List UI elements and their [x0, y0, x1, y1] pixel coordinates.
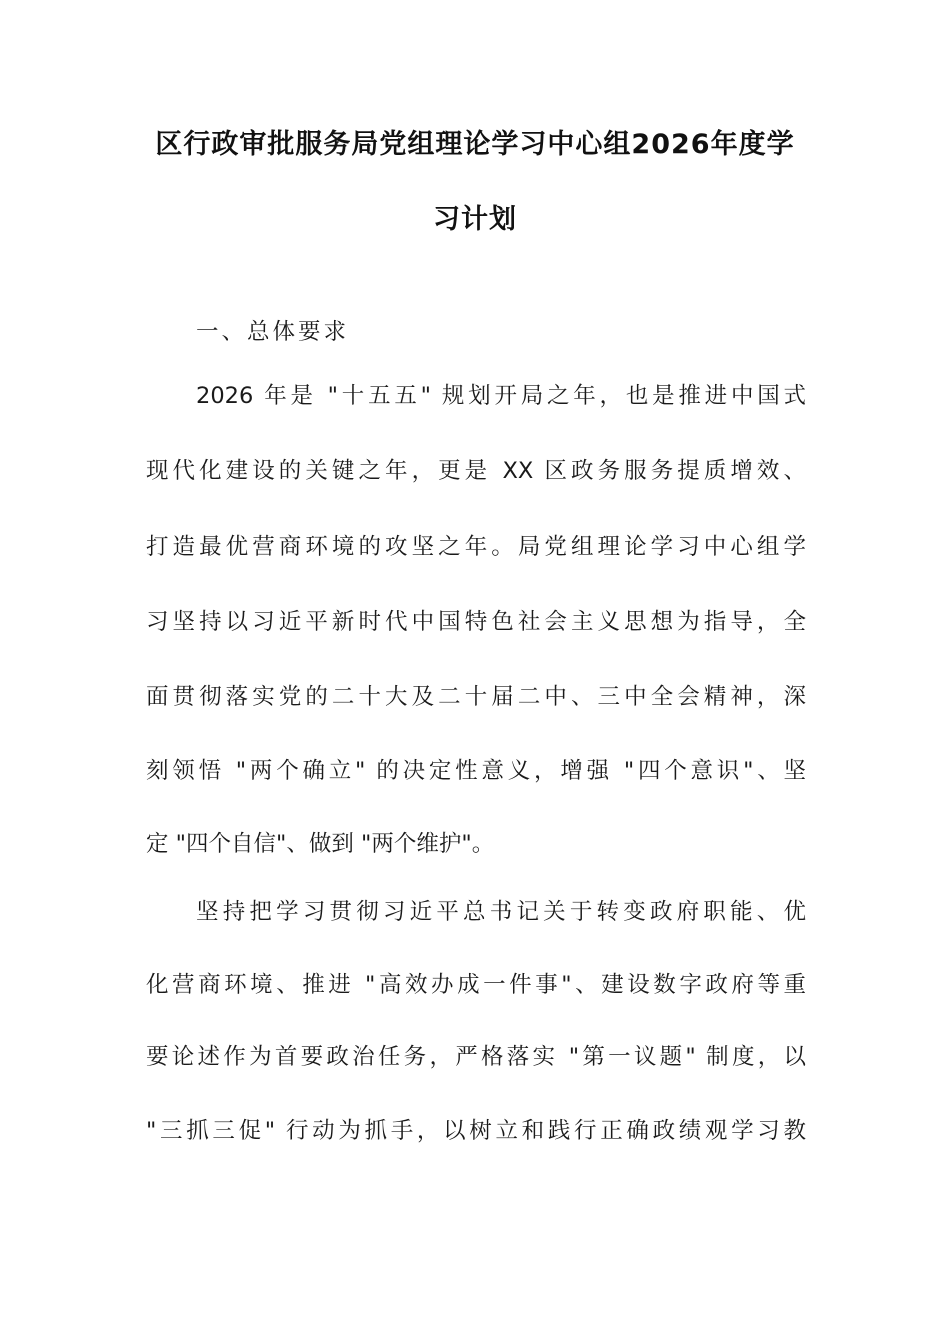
paragraph-line: 化营商环境、推进 "高效办成一件事"、建设数字政府等重: [146, 972, 806, 998]
paragraph-line: 习坚持以习近平新时代中国特色社会主义思想为指导，全: [146, 609, 806, 635]
paragraph-line: 面贯彻落实党的二十大及二十届二中、三中全会精神，深: [146, 684, 806, 710]
paragraph-line: 刻领悟 "两个确立" 的决定性意义，增强 "四个意识"、坚: [146, 758, 806, 784]
section-heading-general-requirements: 一、总体要求: [196, 319, 350, 345]
document-title-line-2: 习计划: [433, 204, 517, 235]
paragraph-line: 定 "四个自信"、做到 "两个维护"。: [146, 831, 495, 857]
paragraph-line: 打造最优营商环境的攻坚之年。局党组理论学习中心组学: [146, 534, 806, 560]
paragraph-line: 要论述作为首要政治任务，严格落实 "第一议题" 制度，以: [146, 1044, 806, 1070]
paragraph-line: 现代化建设的关键之年，更是 XX 区政务服务提质增效、: [146, 458, 806, 484]
paragraph-line: "三抓三促" 行动为抓手，以树立和践行正确政绩观学习教: [146, 1118, 806, 1144]
paragraph-line: 坚持把学习贯彻习近平总书记关于转变政府职能、优: [196, 899, 806, 925]
document-title-line-1: 区行政审批服务局党组理论学习中心组2026年度学: [155, 129, 795, 160]
paragraph-line: 2026 年是 "十五五" 规划开局之年，也是推进中国式: [196, 383, 806, 409]
